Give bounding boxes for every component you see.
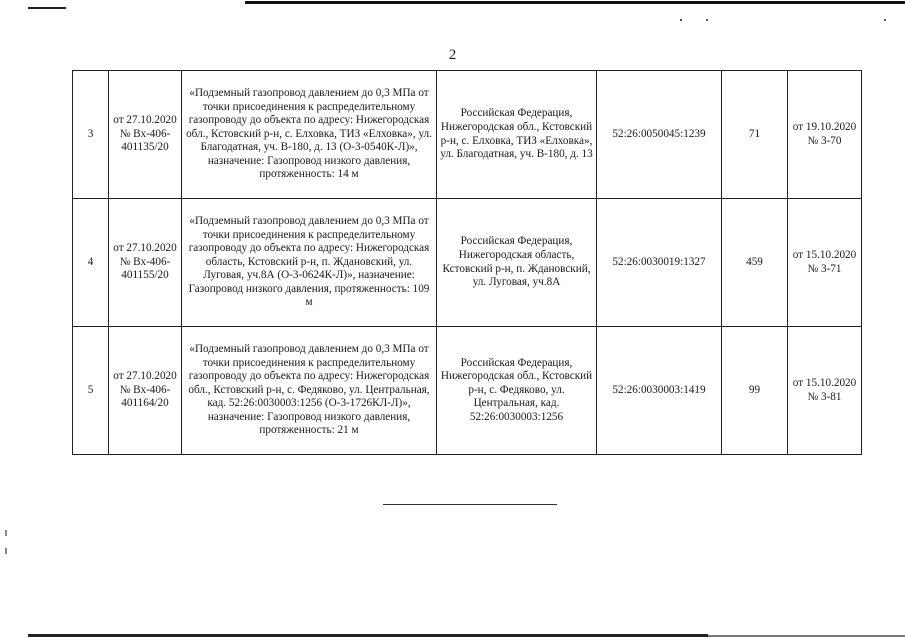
area-value: 99 xyxy=(722,327,788,455)
decision-reference: от 15.10.2020 № 3-71 xyxy=(788,199,862,327)
end-separator-line xyxy=(383,504,557,505)
table-row xyxy=(73,71,862,199)
object-location: Российская Федерация, Нижегородская обл., Кстовский р-н, с. Елховка, ТИЗ «Елховка», ул. Благодатная, уч. В-180, д. 13 xyxy=(437,71,597,199)
scan-edge-line xyxy=(245,1,905,4)
scan-edge-mark xyxy=(5,548,7,554)
cadastral-number: 52:26:0030019:1327 xyxy=(597,199,722,327)
scan-top-edge xyxy=(0,0,905,6)
incoming-reference: от 27.10.2020 № Вх-406-401155/20 xyxy=(109,199,182,327)
decision-reference: от 19.10.2020 № 3-70 xyxy=(788,71,862,199)
object-location: Российская Федерация, Нижегородская обл., Кстовский р-н, с. Федяково, ул. Центральная, кад. 52:26:0030003:1256 xyxy=(437,327,597,455)
incoming-reference: от 27.10.2020 № Вх-406-401164/20 xyxy=(109,327,182,455)
cadastral-number: 52:26:0050045:1239 xyxy=(597,71,722,199)
row-number: 4 xyxy=(73,199,109,327)
table-row xyxy=(73,327,862,455)
page-number: 2 xyxy=(448,47,457,63)
decision-reference: от 15.10.2020 № 3-81 xyxy=(788,327,862,455)
table-row xyxy=(73,199,862,327)
object-description: «Подземный газопровод давлением до 0,3 МПа от точки присоединения к распределительному газопроводу до объекта по адресу: Нижегородская обл., Кстовский р-н, с. Елховка, ТИЗ «Елховка», ул. Благодатная, уч. В-180, д. 13 (О-3-0540К-Л)», назначение: Газопровод низкого давления, протяженность: 14 м xyxy=(182,71,437,199)
cadastral-number: 52:26:0030003:1419 xyxy=(597,327,722,455)
area-value: 71 xyxy=(722,71,788,199)
register-table xyxy=(72,70,862,455)
scan-edge-mark xyxy=(28,7,66,9)
scan-edge-mark xyxy=(5,530,7,536)
object-description: «Подземный газопровод давлением до 0,3 МПа от точки присоединения к распределительному газопроводу до объекта по адресу: Нижегородская область, Кстовский р-н, п. Ждановский, ул. Луговая, уч.8А (О-3-0624К-Л)», назначение: Газопровод низкого давления, протяженность: 109 м xyxy=(182,199,437,327)
incoming-reference: от 27.10.2020 № Вх-406-401135/20 xyxy=(109,71,182,199)
object-location: Российская Федерация, Нижегородская область, Кстовский р-н, п. Ждановский, ул. Луговая, уч.8А xyxy=(437,199,597,327)
scan-bottom-edge xyxy=(28,634,708,637)
scan-speck xyxy=(680,19,682,21)
row-number: 3 xyxy=(73,71,109,199)
scan-speck xyxy=(706,19,708,21)
scan-speck xyxy=(884,19,886,21)
area-value: 459 xyxy=(722,199,788,327)
row-number: 5 xyxy=(73,327,109,455)
object-description: «Подземный газопровод давлением до 0,3 МПа от точки присоединения к распределительному газопроводу до объекта по адресу: Нижегородская обл., Кстовский р-н, с. Федяково, ул. Центральная, кад. 52:26:0030003:1256 (О-3-1726КЛ-Л)», назначение: Газопровод низкого давления, протяженность: 21 м xyxy=(182,327,437,455)
scan-bottom-edge xyxy=(708,635,905,637)
